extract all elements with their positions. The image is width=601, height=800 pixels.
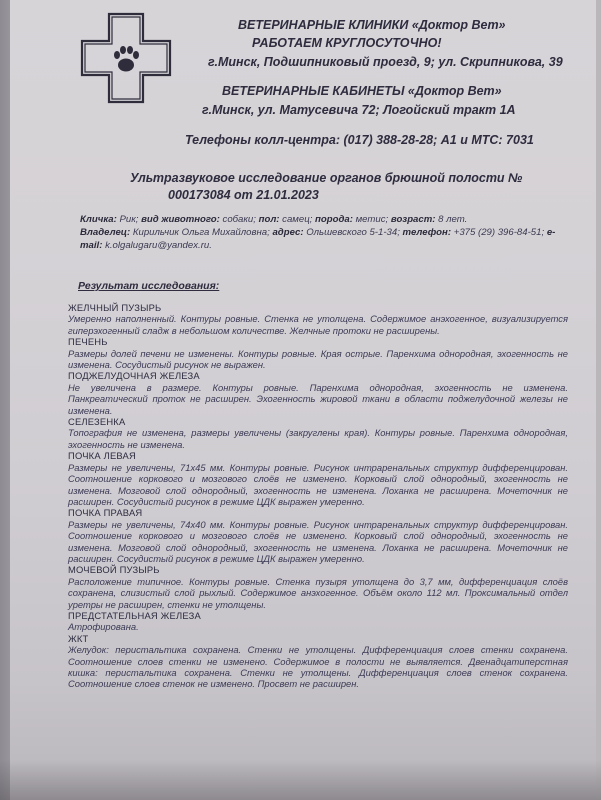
findings xyxy=(68,302,568,690)
owner-email: k.olgalugaru@yandex.ru. xyxy=(105,240,212,251)
owner-name: Кирильчик Ольга Михайловна xyxy=(132,227,268,238)
call-center-phones: Телефоны колл-центра: (017) 388-28-28; А1 и МТС: 7031 xyxy=(185,133,534,147)
result-heading: Результат исследования: xyxy=(78,280,220,292)
section-text: Атрофирована. xyxy=(68,621,139,633)
pet-name: Рик xyxy=(119,214,136,225)
section-title: ПОЧКА ПРАВАЯ xyxy=(68,507,143,519)
pet-species: собаки xyxy=(222,214,254,225)
document-page xyxy=(10,0,596,800)
clinic-cross-logo xyxy=(76,8,176,108)
report-number-date: 000173084 от 21.01.2023 xyxy=(168,188,319,202)
cabinet-address: г.Минск, ул. Матусевича 72; Логойский тракт 1А xyxy=(202,103,516,117)
section-liver xyxy=(68,336,568,370)
section-text: Размеры не увеличены, 71х45 мм. Контуры ровные. Рисунок интраренальных структур дифференцирован. Соотношение коркового и мозгового слоёв не изменено. Корковый слой однородный, эхогенность не изменена. Мозговой слой однородный, эхогенность не изменена. Лоханка не расширена. Мочеточник не расширен. Сосудистый рисунок в режиме ЦДК выражен умеренно. xyxy=(68,461,568,507)
age-label: возраст: xyxy=(390,214,436,225)
section-bladder xyxy=(68,564,568,610)
email-label: e-mail: xyxy=(80,227,556,251)
pet-sex: самец xyxy=(282,214,310,225)
section-text: Расположение типичное. Контуры ровные. Стенка пузыря утолщена до 3,7 мм, дифференциация слоёв сохранена, слизистый слой рыхлый. Содержимое анэхогенное. Объём около 112 мл. Проксимальный отдел уретры не расширен, стенки не утолщены. xyxy=(68,575,568,610)
section-title: ЖКТ xyxy=(68,632,89,644)
section-title: ПЕЧЕНЬ xyxy=(68,336,108,348)
section-right-kidney xyxy=(68,507,568,564)
name-label: Кличка: xyxy=(80,214,117,225)
section-title: ПРЕДСТАТЕЛЬНАЯ ЖЕЛЕЗА xyxy=(68,609,201,621)
section-text: Желудок: перистальтика сохранена. Стенки не утолщены. Дифференциация слоев стенки сохранена. Соотношение слоев стенки не изменено. Содержимое в полости не выявляется. Двенадцатиперстная кишка: перистальтика сохранена. Стенки не утолщены. Дифференциация слоев стенок сохранена. Соотношение слоев стенок не изменено. Просвет не расширен. xyxy=(68,644,568,690)
phone-label: телефон: xyxy=(402,227,452,238)
section-left-kidney xyxy=(68,450,568,507)
species-label: вид животного: xyxy=(141,214,220,225)
owner-phone: +375 (29) 396-84-51 xyxy=(453,227,542,238)
owner-label: Владелец: xyxy=(80,227,131,238)
cabinet-name: ВЕТЕРИНАРНЫЕ КАБИНЕТЫ «Доктор Вет» xyxy=(222,84,502,98)
paw-icon xyxy=(114,46,139,72)
bottom-shadow xyxy=(0,760,601,800)
address-label: адрес: xyxy=(272,227,304,238)
section-pancreas xyxy=(68,370,568,416)
report-title: Ультразвуковое исследование органов брюшной полости № xyxy=(130,171,523,185)
clinic-address: г.Минск, Подшипниковый проезд, 9; ул. Скрипникова, 39 xyxy=(208,55,563,69)
sex-label: пол: xyxy=(258,214,280,225)
section-prostate xyxy=(68,610,568,633)
section-title: ЖЕЛЧНЫЙ ПУЗЫРЬ xyxy=(68,302,162,313)
owner-address: Ольшевского 5-1-34 xyxy=(306,227,398,238)
section-text: Не увеличена в размере. Контуры ровные. Паренхима однородная, эхогенность не изменена. Панкреатический проток не расширен. Эхогенность жировой ткани в области поджелудочной железы не изменена. xyxy=(68,381,568,416)
section-gi-tract xyxy=(68,633,568,690)
section-title: СЕЛЕЗЕНКА xyxy=(68,416,126,428)
pet-age: 8 лет. xyxy=(438,214,468,225)
pet-breed: метис xyxy=(355,214,386,225)
patient-info: Кличка: Рик; вид животного: собаки; пол: самец; порода: метис; возраст: 8 лет. Владелец: Кирильчик Ольга Михайловна; адрес: Ольшевского 5-1-34; телефон: +375 (29) 396-84-51; e-mail: k.olgalugaru@yandex.ru. xyxy=(80,214,556,251)
clinic-name: ВЕТЕРИНАРНЫЕ КЛИНИКИ «Доктор Вет» xyxy=(238,18,506,32)
clinic-hours: РАБОТАЕМ КРУГЛОСУТОЧНО! xyxy=(252,36,442,50)
section-gallbladder xyxy=(68,302,568,336)
section-text: Размеры долей печени не изменены. Контуры ровные. Края острые. Паренхима однородная, эхогенность не изменена. Сосудистый рисунок не выражен. xyxy=(68,347,568,371)
section-text: Умеренно наполненный. Контуры ровные. Стенка не утолщена. Содержимое анэхогенное, визуализируется гиперэхогенный сладж в небольшом количестве. Желчные протоки не расширены. xyxy=(68,313,568,336)
section-title: МОЧЕВОЙ ПУЗЫРЬ xyxy=(68,564,160,576)
breed-label: порода: xyxy=(315,214,353,225)
section-title: ПОЧКА ЛЕВАЯ xyxy=(68,450,136,462)
section-title: ПОДЖЕЛУДОЧНАЯ ЖЕЛЕЗА xyxy=(68,370,200,382)
section-text: Размеры не увеличены, 74х40 мм. Контуры ровные. Рисунок интраренальных структур дифференцирован. Соотношение коркового и мозгового слоёв не изменено. Корковый слой однородный, эхогенность не изменена. Мозговой слой однородный, эхогенность не изменена. Лоханка не расширена. Мочеточник не расширен. Сосудистый рисунок в режиме ЦДК выражен умеренно. xyxy=(68,518,568,564)
section-spleen xyxy=(68,416,568,450)
section-text: Топография не изменена, размеры увеличены (закруглены края). Контуры ровные. Паренхима однородная, эхогенность не изменена. xyxy=(68,427,568,450)
